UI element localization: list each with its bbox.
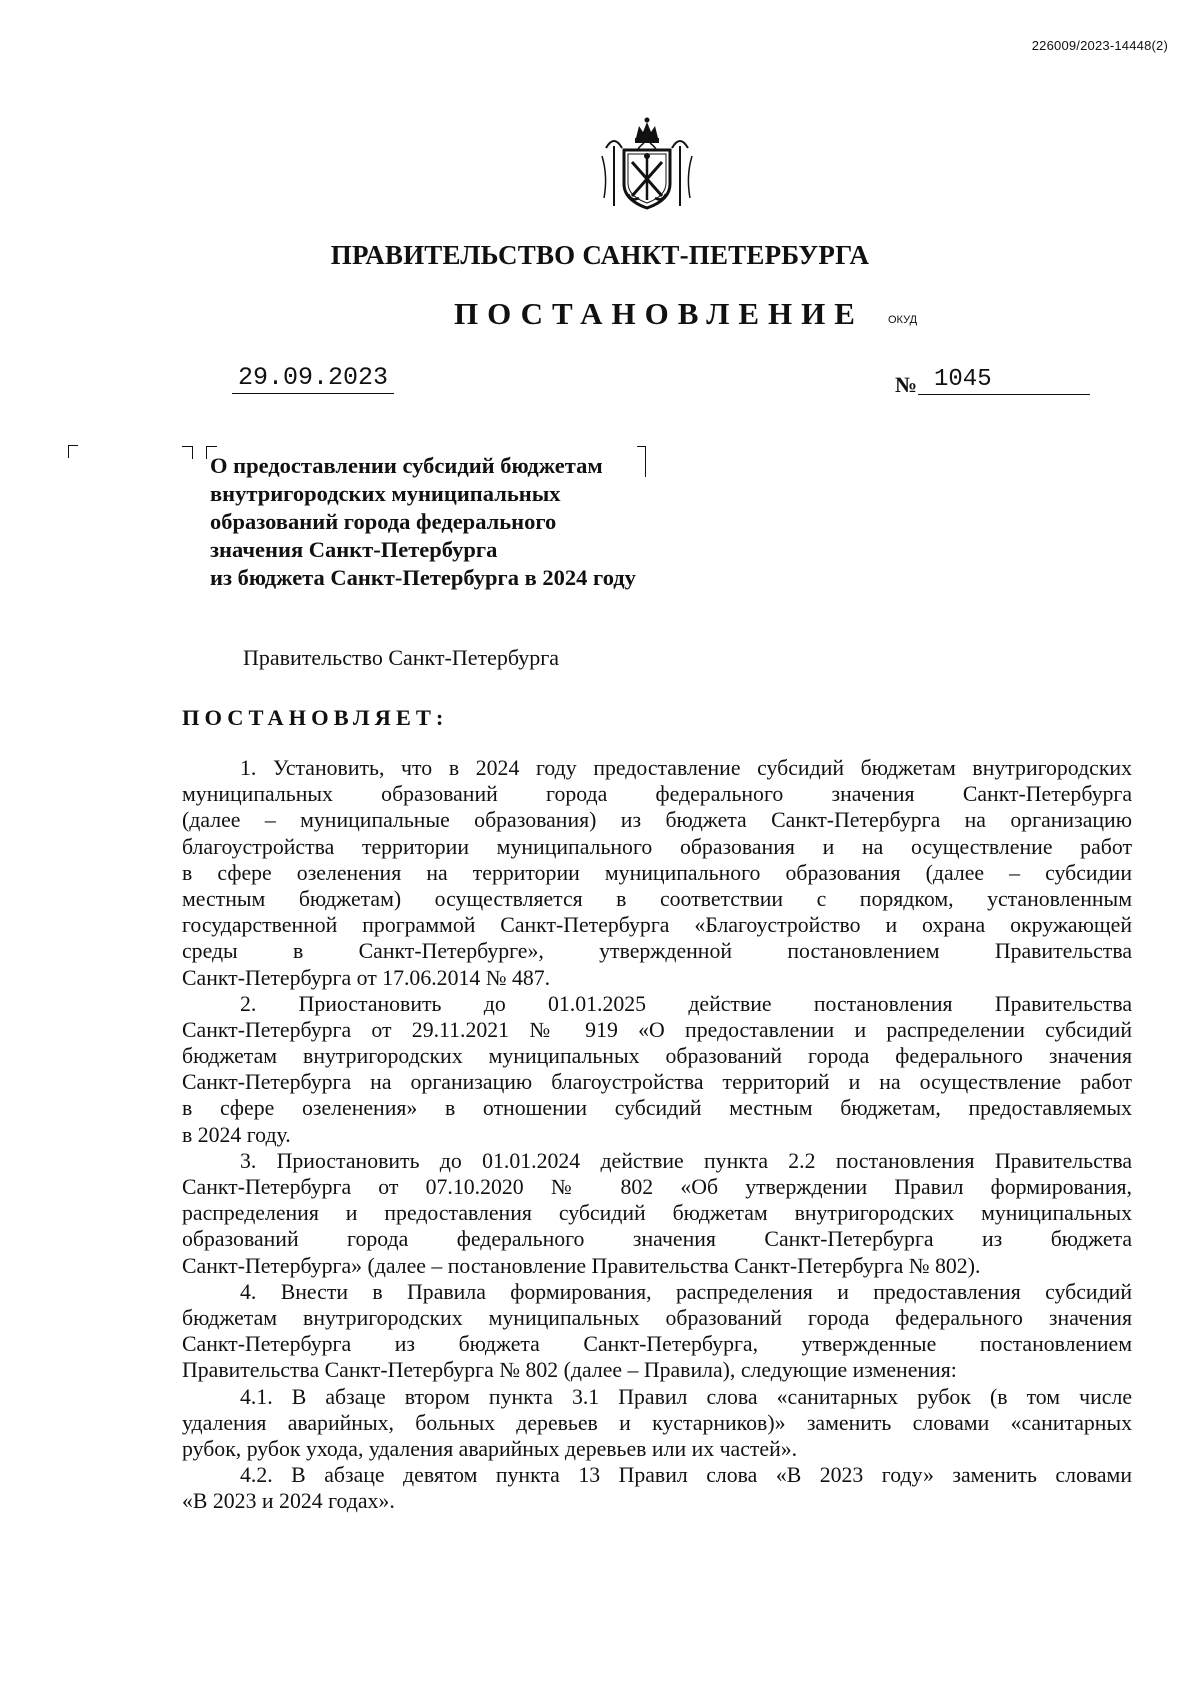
decree-paragraph <box>182 1279 1132 1384</box>
okud-label: ОКУД <box>888 314 918 326</box>
paragraph-line: удаления аварийных, больных деревьев и кустарников)» заменить словами «санитарных <box>182 1410 1132 1435</box>
paragraph-line: 2. Приостановить до 01.01.2025 действие постановления Правительства <box>240 991 1132 1016</box>
decree-subject <box>210 452 680 592</box>
decree-paragraph <box>182 1384 1132 1463</box>
corner-mark <box>68 445 78 458</box>
decree-title: ПОСТАНОВЛЕНИЕ <box>454 296 864 331</box>
paragraph-line: в 2024 году. <box>182 1122 291 1147</box>
paragraph-line: рубок, рубок ухода, удаления аварийных деревьев или их частей». <box>182 1436 798 1461</box>
decree-paragraph <box>182 1148 1132 1279</box>
paragraph-line: Санкт-Петербурга от 29.11.2021 № 919 «О предоставлении и распределении субсидий <box>182 1017 1132 1042</box>
paragraph-line: образований города федерального значения Санкт-Петербурга из бюджета <box>182 1227 1132 1252</box>
paragraph-line: государственной программой Санкт-Петербурга «Благоустройство и охрана окружающей <box>182 913 1132 938</box>
decree-paragraph <box>182 991 1132 1148</box>
paragraph-line: «В 2023 и 2024 годах». <box>182 1489 395 1514</box>
decree-date: 29.09.2023 <box>232 363 394 394</box>
resolves-heading: ПОСТАНОВЛЯЕТ: <box>182 705 449 730</box>
paragraph-line: местным бюджетам) осуществляется в соответствии с порядком, установленным <box>182 886 1132 911</box>
paragraph-line: бюджетам внутригородских муниципальных образований города федерального значения <box>182 1305 1132 1330</box>
subject-line: значения Санкт-Петербурга <box>210 537 498 562</box>
subject-line: образований города федерального <box>210 509 557 534</box>
paragraph-line: 1. Установить, что в 2024 году предоставление субсидий бюджетам внутригородских <box>240 756 1132 780</box>
paragraph-line: Санкт-Петербурга на организацию благоустройства территорий и на осуществление работ <box>182 1070 1132 1095</box>
paragraph-line: 4. Внести в Правила формирования, распределения и предоставления субсидий <box>240 1279 1132 1304</box>
paragraph-line: Санкт-Петербурга из бюджета Санкт-Петербурга, утвержденные постановлением <box>182 1332 1132 1357</box>
decree-paragraph <box>182 755 1132 991</box>
paragraph-line: 4.1. В абзаце втором пункта 3.1 Правил слова «санитарных рубок (в том числе <box>240 1384 1132 1409</box>
decree-paragraph <box>182 1462 1132 1514</box>
paragraph-line: среды в Санкт-Петербурге», утвержденной постановлением Правительства <box>182 939 1132 964</box>
paragraph-line: в сфере озеленения» в отношении субсидий местным бюджетам, предоставляемых <box>182 1096 1132 1121</box>
paragraph-line: благоустройства территории муниципального образования и на осуществление работ <box>182 834 1132 859</box>
subject-line: из бюджета Санкт-Петербурга в 2024 году <box>210 565 636 590</box>
paragraph-line: муниципальных образований города федерального значения Санкт-Петербурга <box>182 782 1132 807</box>
paragraph-line: бюджетам внутригородских муниципальных образований города федерального значения <box>182 1044 1132 1069</box>
corner-mark <box>182 446 193 459</box>
government-name: ПРАВИТЕЛЬСТВО САНКТ-ПЕТЕРБУРГА <box>330 240 870 270</box>
paragraph-line: (далее – муниципальные образования) из бюджета Санкт-Петербурга на организацию <box>182 808 1132 833</box>
decree-number: 1045 <box>918 366 1090 395</box>
document-registration-id: 226009/2023-14448(2) <box>1031 38 1168 53</box>
paragraph-line: распределения и предоставления субсидий бюджетам внутригородских муниципальных <box>182 1201 1132 1226</box>
preamble: Правительство Санкт-Петербурга <box>243 645 560 670</box>
paragraph-line: Правительства Санкт-Петербурга № 802 (далее – Правила), следующие изменения: <box>182 1358 957 1383</box>
decree-body <box>182 755 1132 1514</box>
subject-line: внутригородских муниципальных <box>210 481 561 506</box>
paragraph-line: Санкт-Петербурга» (далее – постановление Правительства Санкт-Петербурга № 802). <box>182 1253 981 1278</box>
subject-line: О предоставлении субсидий бюджетам <box>210 453 603 478</box>
coat-of-arms-emblem <box>592 116 702 216</box>
paragraph-line: Санкт-Петербурга от 07.10.2020 № 802 «Об утверждении Правил формирования, <box>182 1175 1132 1199</box>
paragraph-line: 4.2. В абзаце девятом пункта 13 Правил слова «В 2023 году» заменить словами <box>240 1463 1132 1488</box>
paragraph-line: Санкт-Петербурга от 17.06.2014 № 487. <box>182 965 551 990</box>
number-sign: № <box>895 372 918 397</box>
paragraph-line: в сфере озеленения на территории муниципального образования (далее – субсидии <box>182 860 1132 885</box>
paragraph-line: 3. Приостановить до 01.01.2024 действие пункта 2.2 постановления Правительства <box>240 1148 1132 1173</box>
